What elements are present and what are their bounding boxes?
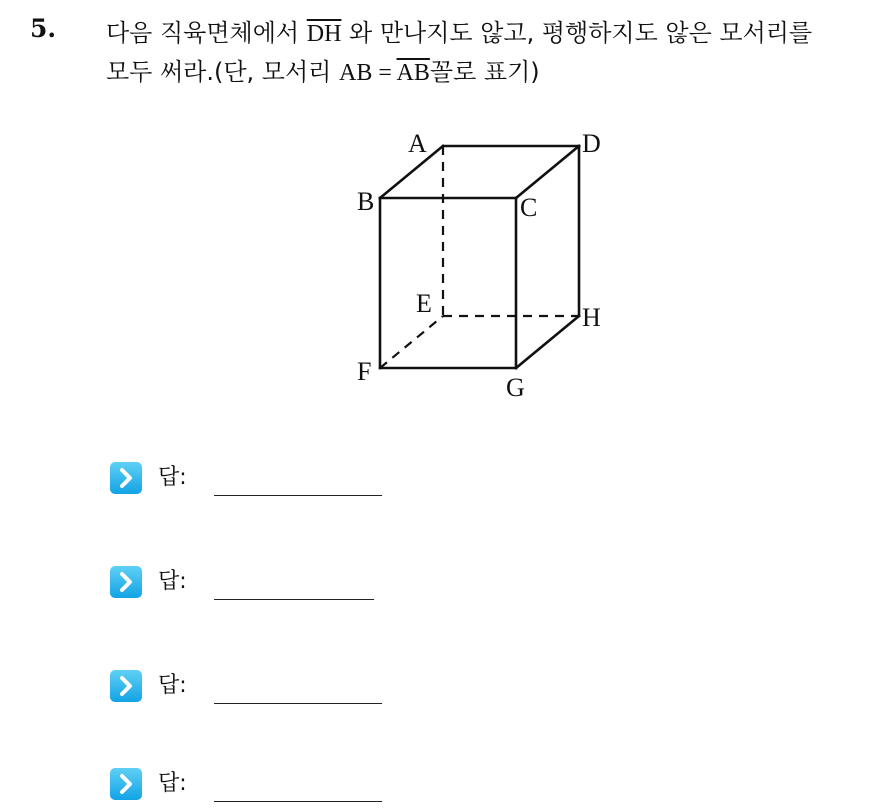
vertex-label-b: B <box>357 187 375 216</box>
answer-label: 답: <box>158 673 187 698</box>
equals-sign: = <box>372 60 397 86</box>
question-line1-pre: 다음 직육면체에서 <box>106 19 307 47</box>
question-line1-post: 와 만나지도 않고, 평행하지도 않은 모서리를 <box>341 19 813 47</box>
cuboid-figure <box>340 120 640 410</box>
vertex-label-a: A <box>408 129 427 158</box>
edge-ef-hidden <box>380 316 443 368</box>
answer-label: 답: <box>158 569 187 594</box>
edge-gh <box>516 316 579 368</box>
example-ab-plain: AB <box>338 60 373 86</box>
answer-blank[interactable] <box>214 495 382 496</box>
vertex-label-f: F <box>357 357 372 386</box>
vertex-label-e: E <box>416 289 432 318</box>
answer-label: 답: <box>158 771 187 796</box>
answer-blank[interactable] <box>214 801 382 802</box>
vertex-label-g: G <box>506 373 525 402</box>
question-line2-pre: 모두 써라.(단, 모서리 <box>106 58 339 86</box>
answer-blank[interactable] <box>214 599 374 600</box>
answer-label: 답: <box>158 465 187 490</box>
edge-cd <box>516 146 579 198</box>
example-ab-overline: $\overline{AB}$ <box>396 60 430 86</box>
vertex-label-c: C <box>520 193 538 222</box>
answer-blank[interactable] <box>214 703 382 704</box>
chevron-right-icon <box>110 768 142 800</box>
chevron-right-icon <box>110 462 142 494</box>
chevron-right-icon <box>110 566 142 598</box>
chevron-right-icon <box>110 670 142 702</box>
vertex-label-d: D <box>582 129 601 158</box>
question-number: 5. <box>30 14 57 43</box>
edge-dh-overline: $\overline{DH}$ <box>306 21 342 47</box>
vertex-label-h: H <box>582 303 601 332</box>
question-line2-post: 꼴로 표기) <box>429 58 540 86</box>
question-text <box>106 14 876 92</box>
